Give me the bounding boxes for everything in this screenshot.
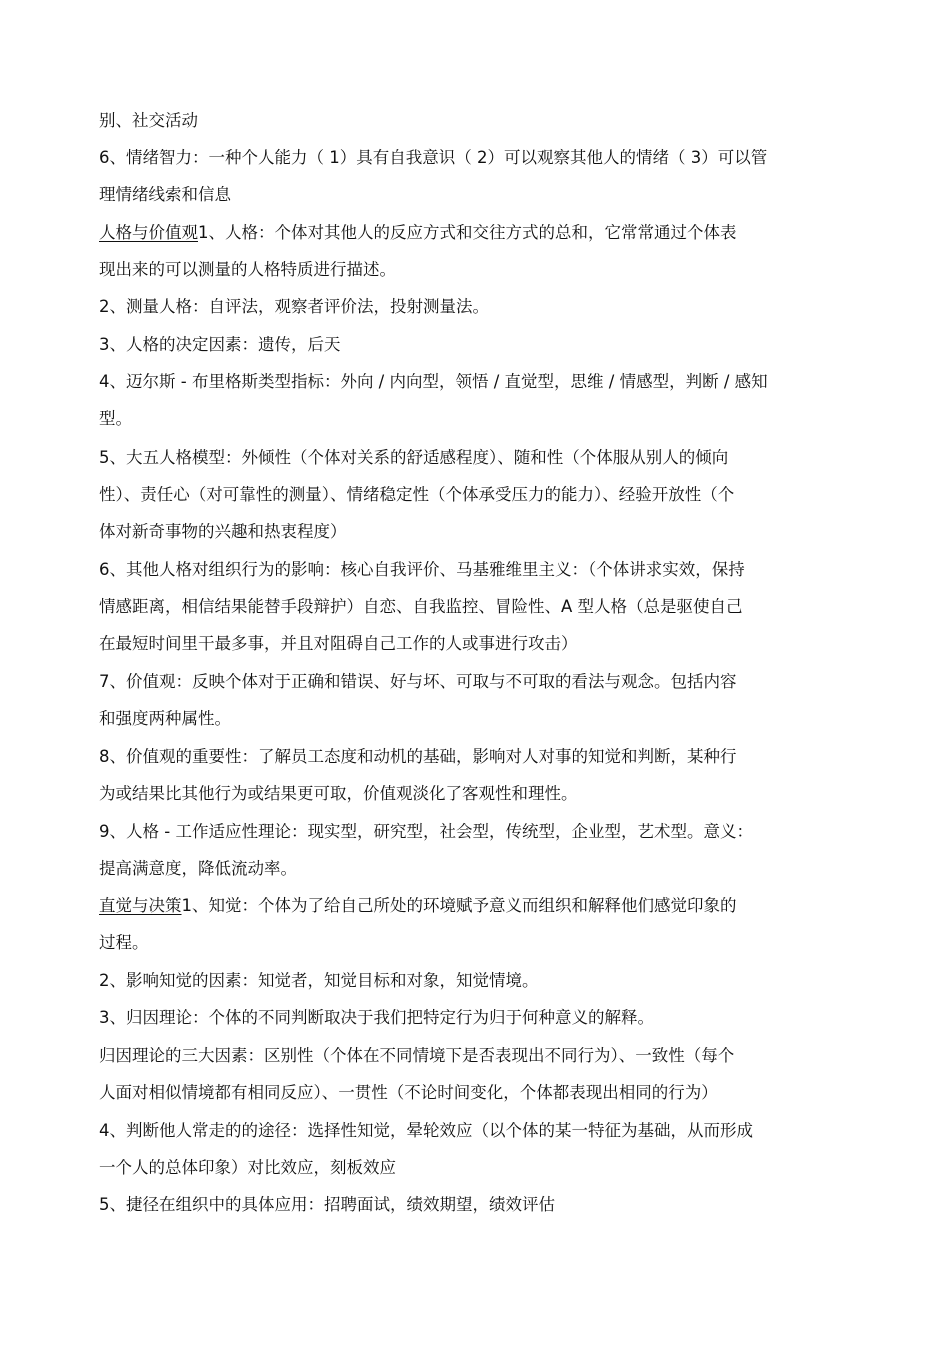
text-line: 7、价值观：反映个体对于正确和错误、好与坏、可取与不可取的看法与观念。包括内容: [99, 672, 737, 691]
text-line: 情感距离，相信结果能替手段辩护）自恋、自我监控、冒险性、A 型人格（总是驱使自己: [99, 597, 743, 616]
text-line: 提高满意度，降低流动率。: [99, 859, 297, 878]
text-line: 现出来的可以测量的人格特质进行描述。: [99, 260, 396, 279]
text-line: 9、人格 - 工作适应性理论：现实型，研究型，社会型，传统型，企业型，艺术型。意义：: [99, 822, 753, 841]
section-heading: 直觉与决策: [99, 896, 182, 915]
text-line: 5、大五人格模型：外倾性（个体对关系的舒适感程度）、随和性（个体服从别人的倾向: [99, 448, 729, 467]
text-line: 3、人格的决定因素：遗传，后天: [99, 335, 341, 354]
text-line: 6、情绪智力：一种个人能力（ 1）具有自我意识（ 2）可以观察其他人的情绪（ 3）可以管: [99, 148, 768, 167]
text-line: 2、影响知觉的因素：知觉者，知觉目标和对象，知觉情境。: [99, 971, 539, 990]
text-line: 别、社交活动: [99, 111, 198, 130]
text-line: 4、判断他人常走的的途径：选择性知觉，晕轮效应（以个体的某一特征为基础，从而形成: [99, 1121, 753, 1140]
heading-line-text: 1、人格：个体对其他人的反应方式和交往方式的总和，它常常通过个体表: [198, 223, 737, 242]
text-line: [99, 894, 859, 918]
text-line: [99, 221, 859, 245]
text-line: 8、价值观的重要性：了解员工态度和动机的基础，影响对人对事的知觉和判断，某种行: [99, 747, 737, 766]
text-line: 过程。: [99, 933, 149, 952]
text-line: 型。: [99, 409, 132, 428]
text-line: 一个人的总体印象）对比效应，刻板效应: [99, 1158, 396, 1177]
text-line: 和强度两种属性。: [99, 709, 231, 728]
text-line: 为或结果比其他行为或结果更可取，价值观淡化了客观性和理性。: [99, 784, 578, 803]
text-line: 6、其他人格对组织行为的影响：核心自我评价、马基雅维里主义：（个体讲求实效，保持: [99, 560, 745, 579]
text-line: 在最短时间里干最多事，并且对阻碍自己工作的人或事进行攻击）: [99, 634, 578, 653]
section-heading: 人格与价值观: [99, 223, 198, 242]
text-line: 体对新奇事物的兴趣和热衷程度）: [99, 522, 347, 541]
text-line: 理情绪线索和信息: [99, 185, 231, 204]
text-line: 4、迈尔斯 - 布里格斯类型指标：外向 / 内向型，领悟 / 直觉型，思维 / 情感型，判断 / 感知: [99, 372, 768, 391]
heading-line-text: 1、知觉：个体为了给自己所处的环境赋予意义而组织和解释他们感觉印象的: [181, 896, 737, 915]
text-line: 2、测量人格：自评法，观察者评价法，投射测量法。: [99, 297, 489, 316]
text-line: 性）、责任心（对可靠性的测量）、情绪稳定性（个体承受压力的能力）、经验开放性（个: [99, 485, 735, 504]
text-line: 人面对相似情境都有相同反应）、一贯性（不论时间变化，个体都表现出相同的行为）: [99, 1083, 718, 1102]
text-line: 归因理论的三大因素：区别性（个体在不同情境下是否表现出不同行为）、一致性（每个: [99, 1046, 735, 1065]
text-line: 5、捷径在组织中的具体应用：招聘面试，绩效期望，绩效评估: [99, 1195, 555, 1214]
text-line: 3、归因理论：个体的不同判断取决于我们把特定行为归于何种意义的解释。: [99, 1008, 654, 1027]
